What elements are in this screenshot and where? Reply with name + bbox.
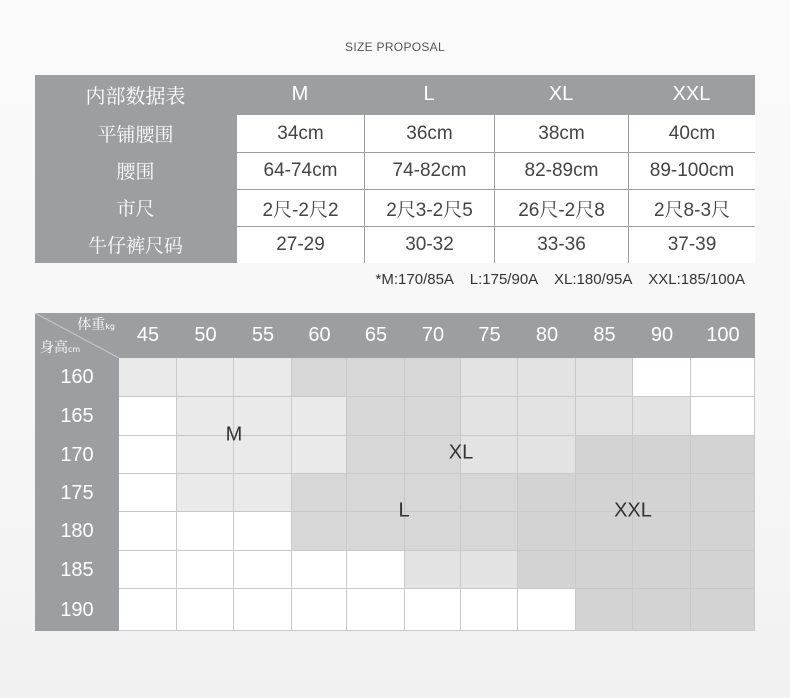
zone-label: L [398, 499, 410, 522]
weight-col-header: 50 [194, 324, 217, 346]
table-cell: 2尺-2尺2 [237, 190, 364, 226]
fit-cell [234, 474, 292, 512]
fit-cell [119, 474, 177, 512]
fit-cell [234, 358, 292, 397]
table-cell: 40cm [629, 115, 755, 152]
weight-col-header: 45 [136, 324, 160, 346]
table-cell: 36cm [365, 115, 494, 152]
height-row-header: 190 [60, 598, 94, 621]
size-table [35, 75, 755, 263]
fit-cell [292, 358, 347, 397]
fit-cell [347, 397, 405, 436]
fit-cell [292, 551, 347, 589]
height-row-header: 160 [60, 366, 94, 388]
fit-cell [461, 551, 518, 589]
fit-cell [576, 436, 633, 474]
weight-col-header: 80 [535, 324, 559, 346]
fit-cell [347, 589, 405, 631]
fit-cell [691, 358, 755, 397]
fit-cell [405, 589, 461, 631]
fit-cell [292, 474, 347, 512]
row-label: 腰围 [116, 161, 155, 183]
fit-cell [177, 551, 234, 589]
weight-col-header: 90 [650, 324, 674, 346]
fit-cell [405, 474, 461, 512]
fit-cell [347, 474, 405, 512]
fit-cell [518, 474, 576, 512]
axis-corner [35, 313, 119, 358]
size-col-xxl: XXL [672, 83, 711, 105]
fit-cell [177, 474, 234, 512]
table-header-label: 内部数据表 [85, 86, 186, 108]
page-title: SIZE PROPOSAL [345, 40, 445, 54]
weight-col-header: 65 [364, 324, 388, 346]
weight-col-header: 70 [421, 324, 445, 346]
size-col-m: M [291, 83, 309, 105]
size-col-xl: XL [548, 83, 574, 105]
zone-label: M [225, 423, 243, 446]
fit-cell [461, 512, 518, 551]
height-row-header: 170 [60, 443, 94, 466]
height-row-header: 175 [60, 481, 94, 504]
table-cell: 2尺8-3尺 [629, 190, 755, 226]
fit-cell [633, 358, 691, 397]
fit-cell [691, 551, 755, 589]
fit-cell [347, 512, 405, 551]
fit-cell [461, 474, 518, 512]
table-cell: 26尺-2尺8 [495, 190, 628, 226]
fit-cell [234, 436, 292, 474]
fit-cell [405, 358, 461, 397]
weight-col-header: 60 [308, 324, 331, 346]
weight-col-header: 55 [251, 324, 275, 346]
fit-cell [691, 512, 755, 551]
fit-cell [292, 436, 347, 474]
table-cell: 64-74cm [237, 153, 364, 189]
fit-cell [518, 358, 576, 397]
weight-axis-label: 体重kg [77, 317, 115, 333]
fit-cell [633, 551, 691, 589]
fit-cell [234, 589, 292, 631]
table-cell: 33-36 [495, 227, 628, 263]
weight-col-header: 75 [478, 324, 501, 346]
fit-cell [119, 397, 177, 436]
fit-cell [119, 358, 177, 397]
table-cell: 38cm [495, 115, 628, 152]
fit-cell [177, 589, 234, 631]
fit-cell [518, 436, 576, 474]
row-label: 牛仔裤尺码 [87, 235, 183, 257]
weight-col-header: 85 [593, 324, 616, 346]
table-cell: 74-82cm [365, 153, 494, 189]
fit-cell [518, 397, 576, 436]
fit-cell [177, 512, 234, 551]
fit-cell [461, 358, 518, 397]
table-cell: 37-39 [629, 227, 755, 263]
fit-cell [691, 436, 755, 474]
table-cell: 89-100cm [629, 153, 755, 189]
height-axis-label: 身高cm [40, 340, 81, 356]
fit-cell [177, 358, 234, 397]
fit-cell [633, 397, 691, 436]
table-cell: 30-32 [365, 227, 494, 263]
fit-cell [119, 551, 177, 589]
fit-cell [518, 512, 576, 551]
row-label: 平铺腰围 [97, 123, 174, 146]
zone-label: XXL [614, 499, 652, 522]
fit-cell [405, 397, 461, 436]
fit-cell [292, 397, 347, 436]
fit-cell [576, 397, 633, 436]
fit-cell [347, 551, 405, 589]
fit-cell [292, 512, 347, 551]
fit-cell [691, 589, 755, 631]
fit-cell [633, 436, 691, 474]
fit-cell [119, 589, 177, 631]
fit-cell [234, 512, 292, 551]
fit-cell [347, 358, 405, 397]
table-cell: 82-89cm [495, 153, 628, 189]
fit-cell [576, 589, 633, 631]
table-cell: 2尺3-2尺5 [365, 190, 494, 226]
fit-chart [35, 313, 755, 631]
fit-cell [518, 589, 576, 631]
fit-cell [347, 436, 405, 474]
fit-cell [119, 436, 177, 474]
fit-cell [576, 551, 633, 589]
fit-cell [691, 474, 755, 512]
fit-cell [234, 397, 292, 436]
row-label: 市尺 [116, 198, 155, 220]
zone-label: XL [448, 441, 474, 464]
table-cell: 27-29 [237, 227, 364, 263]
fit-cell [405, 551, 461, 589]
table-cell: 34cm [237, 115, 364, 152]
fit-cell [461, 397, 518, 436]
size-note: *M:170/85A L:175/90A XL:180/95A XXL:185/100A [375, 271, 745, 288]
height-row-header: 165 [60, 405, 94, 427]
fit-cell [119, 512, 177, 551]
fit-cell [518, 551, 576, 589]
weight-col-header: 100 [706, 324, 740, 346]
fit-cell [405, 512, 461, 551]
size-col-l: L [423, 83, 435, 105]
fit-cell [461, 589, 518, 631]
fit-cell [633, 589, 691, 631]
fit-cell [576, 358, 633, 397]
fit-cell [691, 397, 755, 436]
fit-cell [292, 589, 347, 631]
fit-cell [234, 551, 292, 589]
height-row-header: 180 [60, 520, 94, 542]
height-row-header: 185 [60, 558, 94, 581]
